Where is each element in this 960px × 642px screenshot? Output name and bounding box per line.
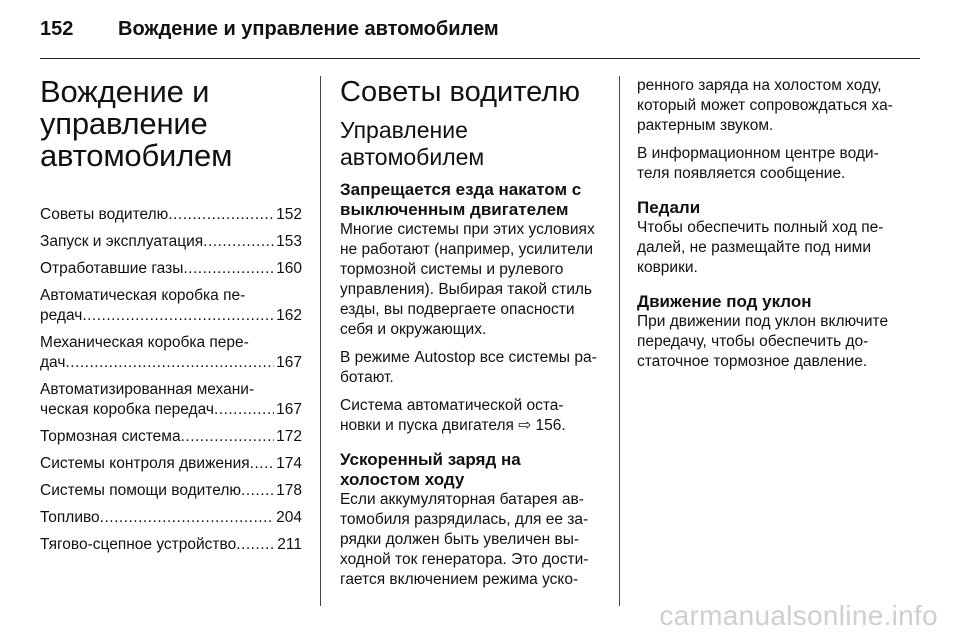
toc-item[interactable]: Системы контроля движения ..... 174 [40, 454, 302, 474]
toc-item[interactable]: Запуск и эксплуатация ..... 153 [40, 232, 302, 252]
toc-item[interactable]: Тягово-сцепное устройство ..... 211 [40, 535, 302, 555]
toc-item[interactable]: Механическая коробка пере- дач ..... 167 [40, 333, 302, 373]
content-column-2 [637, 76, 920, 380]
page-reference-link[interactable]: новки и пуска двигателя ⇨ 156. [340, 417, 566, 434]
heading-idle-charge: Ускоренный заряд на холостом ходу [340, 450, 521, 489]
heading-downhill: Движение под уклон [637, 292, 812, 311]
section-title: Советы водителю [340, 76, 580, 108]
column-divider-2 [619, 76, 620, 606]
toc-item[interactable]: Отработавшие газы ..... 160 [40, 259, 302, 279]
toc-item[interactable]: Автоматизированная механи- ческая коробка передач ..... 167 [40, 380, 302, 420]
column-divider-1 [320, 76, 321, 606]
heading-coasting: Запрещается езда накатом с выключенным двигателем [340, 180, 582, 219]
page-header [40, 14, 920, 44]
paragraph-coasting-3: Система автоматической оста- новки и пуска двигателя ⇨ 156. [340, 397, 566, 434]
paragraph-pedals: Чтобы обеспечить полный ход пе- далей, не размещайте под ними коврики. [637, 219, 884, 276]
subsection-title: Управление автомобилем [340, 117, 485, 170]
page-number: 152 [40, 18, 74, 40]
paragraph-coasting-1: Многие системы при этих условиях не работают (например, усилители тормозной системы и рулевого управления). Выбирая такой стиль езды, вы подвергаете опасности себя и окружающих. [340, 221, 595, 338]
toc-item[interactable]: Советы водителю ..... 152 [40, 205, 302, 225]
toc-title: Вождение и управление автомобилем [40, 74, 233, 173]
toc-column [40, 76, 302, 562]
toc-list [40, 205, 302, 555]
watermark: carmanualsonline.info [659, 600, 938, 631]
paragraph-idle-charge-1: Если аккумуляторная батарея ав- томобиля разрядилась, для ее за- рядки должен быть увеличен вы- ходной ток генератора. Это дости- гается включением режима уско- [340, 491, 589, 588]
toc-item[interactable]: Топливо ..... 204 [40, 508, 302, 528]
paragraph-idle-charge-continued: ренного заряда на холостом ходу, который может сопровождаться ха- рактерным звуком. [637, 77, 893, 134]
content-column-1 [340, 76, 603, 598]
paragraph-coasting-2: В режиме Autostop все системы ра- ботают. [340, 349, 597, 386]
toc-item[interactable]: Тормозная система ..... 172 [40, 427, 302, 447]
paragraph-downhill: При движении под уклон включите передачу, чтобы обеспечить до- статочное тормозное давление. [637, 313, 889, 370]
toc-item[interactable]: Системы помощи водителю ..... 178 [40, 481, 302, 501]
header-rule [40, 58, 920, 59]
header-title: Вождение и управление автомобилем [118, 18, 499, 40]
heading-pedals: Педали [637, 198, 701, 217]
paragraph-idle-charge-2: В информационном центре води- теля появляется сообщение. [637, 145, 879, 182]
toc-item[interactable]: Автоматическая коробка пе- редач ..... 162 [40, 286, 302, 326]
